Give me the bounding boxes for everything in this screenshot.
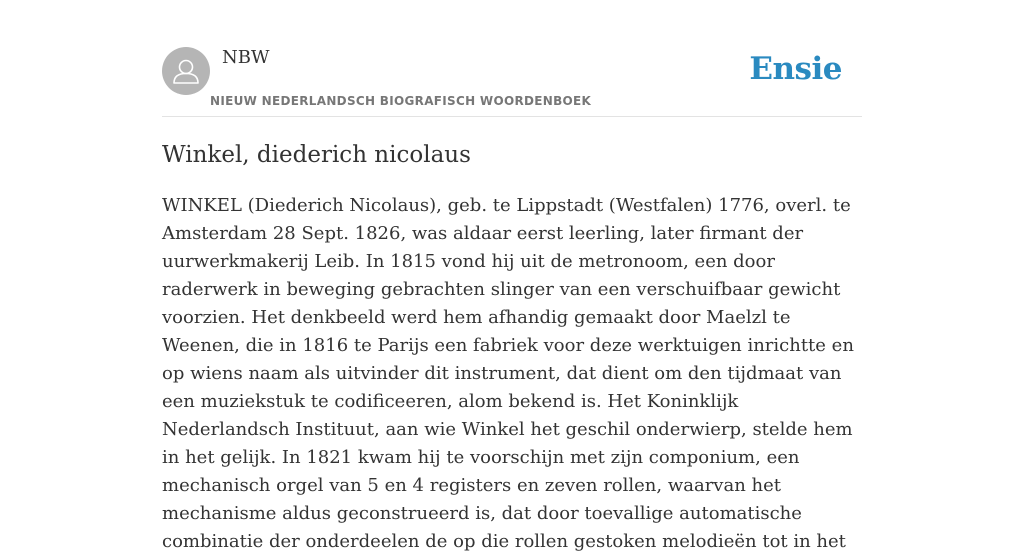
user-icon	[162, 47, 210, 95]
source-header	[162, 0, 862, 117]
article-title: Winkel, diederich nicolaus	[162, 142, 471, 168]
ensie-logo[interactable]: Ensie	[749, 51, 842, 87]
article-body: WINKEL (Diederich Nicolaus), geb. te Lippstadt (Westfalen) 1776, overl. te Amsterdam 28 Sept. 1826, was aldaar eerst leerling, later firmant der uurwerkmakerij Leib. In 1815 vond hij uit de metronoom, een door raderwerk in beweging gebrachten slinger van een verschuifbaar gewicht voorzien. Het denkbeeld werd hem afhandig gemaakt door Maelzl te Weenen, die in 1816 te Parijs een fabriek voor deze werktuigen inrichtte en op wiens naam als uitvinder dit instrument, dat dient om den tijdmaat van een muziekstuk te codificeeren, alom bekend is. Het Koninklijk Nederlandsch Instituut, aan wie Winkel het geschil onderwierp, stelde hem in het gelijk. In 1821 kwam hij te voorschijn met zijn componium, een mechanisch orgel van 5 en 4 registers en zeven rollen, waarvan het mechanisme aldus geconstrueerd is, dat door toevallige automatische combinatie der onderdeelen de op die rollen gestoken melodieën tot in het	[162, 195, 854, 552]
source-name[interactable]: NBW	[222, 47, 270, 68]
avatar[interactable]	[162, 47, 210, 95]
source-full-name: NIEUW NEDERLANDSCH BIOGRAFISCH WOORDENBOEK	[210, 94, 592, 108]
